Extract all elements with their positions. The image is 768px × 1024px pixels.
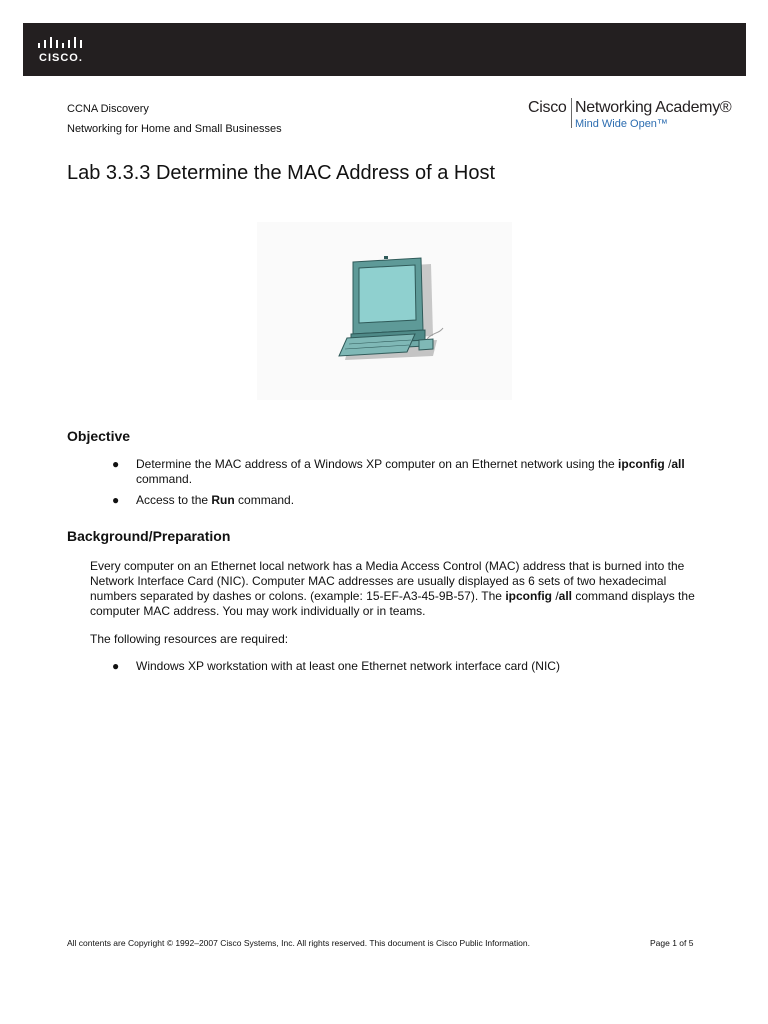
- cisco-logo-word: CISCO.: [39, 52, 83, 64]
- academy-divider: [571, 98, 572, 128]
- background-paragraph: Every computer on an Ethernet local network has a Media Access Control (MAC) address that is burned into the Network Interface Card (NIC). Computer MAC addresses are usually displayed as 6 sets of two hexadecimal numbers separated by dashes or colons. (example: 15-EF-A3-45-9B-57). The ipconfig /all command displays the computer MAC address. You may work individually or in teams.: [90, 559, 695, 618]
- networking-academy-logo: [528, 96, 743, 136]
- lab-title: Lab 3.3.3 Determine the MAC Address of a Host: [67, 162, 495, 184]
- course-name: CCNA Discovery: [67, 103, 149, 115]
- background-heading: Background/Preparation: [67, 528, 231, 544]
- academy-cisco-word: Cisco: [528, 99, 567, 116]
- footer-copyright: All contents are Copyright © 1992–2007 Cisco Systems, Inc. All rights reserved. This document is Cisco Public Information.: [67, 938, 530, 948]
- bullet-icon: ●: [112, 493, 120, 507]
- resource-item-text: Windows XP workstation with at least one Ethernet network interface card (NIC): [136, 659, 560, 673]
- course-subtitle: Networking for Home and Small Businesses: [67, 123, 282, 135]
- footer-page-number: Page 1 of 5: [650, 938, 694, 948]
- bullet-icon: ●: [112, 659, 120, 673]
- objective-heading: Objective: [67, 428, 131, 444]
- academy-tagline: Mind Wide Open™: [575, 118, 668, 130]
- cisco-bridge-icon: [37, 37, 87, 51]
- cisco-logo: [37, 37, 97, 67]
- top-banner: [23, 23, 746, 76]
- objective-item-text: Determine the MAC address of a Windows XP computer on an Ethernet network using the ipconfig /all command.: [136, 457, 685, 486]
- academy-name: Networking Academy®: [575, 99, 732, 116]
- bullet-icon: ●: [112, 457, 120, 471]
- resources-intro: The following resources are required:: [90, 632, 289, 646]
- objective-item-text: Access to the Run command.: [136, 493, 295, 507]
- computer-icon: [257, 222, 512, 400]
